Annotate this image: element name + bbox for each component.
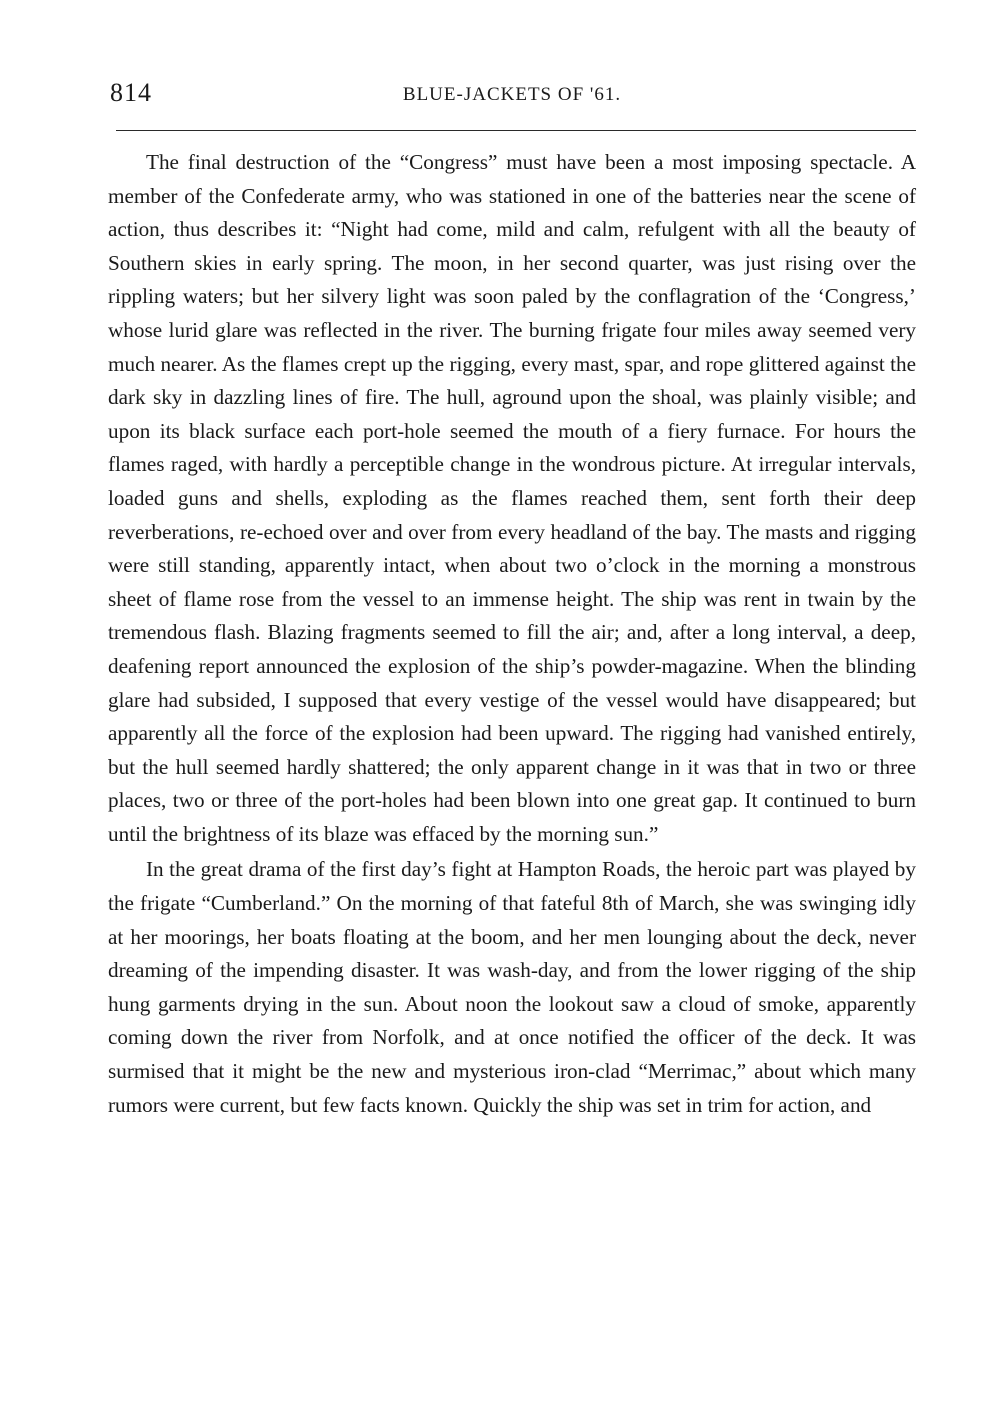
header-rule	[116, 130, 916, 131]
paragraph: In the great drama of the first day’s fight at Hampton Roads, the heroic part was played by the frigate “Cumberland.” On the morning of that fateful 8th of March, she was swinging idly at her moorings, her boats floating at the boom, and her men lounging about the deck, never dreaming of the impending disaster. It was wash-day, and from the lower rigging of the ship hung garments drying in the sun. About noon the lookout saw a cloud of smoke, apparently coming down the river from Norfolk, and at once notified the officer of the deck. It was surmised that it might be the new and mysterious iron-clad “Merrimac,” about which many rumors were current, but few facts known. Quickly the ship was set in trim for action, and	[108, 857, 916, 1117]
page-number: 814	[110, 78, 152, 107]
page-header	[108, 78, 916, 118]
body-text	[108, 146, 916, 1122]
paragraph: The final destruction of the “Congress” must have been a most imposing spectacle. A member of the Confederate army, who was stationed in one of the batteries near the scene of action, thus describes it: “Night had come, mild and calm, refulgent with all the beauty of Southern skies in early spring. The moon, in her second quarter, was just rising over the rippling waters; but her silvery light was soon paled by the conflagration of the ‘Congress,’ whose lurid glare was reflected in the river. The burning frigate four miles away seemed very much nearer. As the flames crept up the rigging, every mast, spar, and rope glittered against the dark sky in dazzling lines of fire. The hull, aground upon the shoal, was plainly visible; and upon its black surface each port-hole seemed the mouth of a fiery furnace. For hours the flames raged, with hardly a perceptible change in the wondrous picture. At irregular intervals, loaded guns and shells, exploding as the flames reached them, sent forth their deep reverberations, re-echoed over and over from every headland of the bay. The masts and rigging were still standing, apparently intact, when about two o’clock in the morning a monstrous sheet of flame rose from the vessel to an immense height. The ship was rent in twain by the tremendous flash. Blazing fragments seemed to fill the air; and, after a long interval, a deep, deafening report announced the explosion of the ship’s powder-magazine. When the blinding glare had subsided, I supposed that every vestige of the vessel would have disappeared; but apparently all the force of the explosion had been upward. The rigging had vanished entirely, but the hull seemed hardly shattered; the only apparent change in it was that in two or three places, two or three of the port-holes had been blown into one great gap. It continued to burn until the brightness of its blaze was effaced by the morning sun.”	[108, 150, 916, 846]
running-head: BLUE-JACKETS OF '61.	[402, 84, 622, 105]
